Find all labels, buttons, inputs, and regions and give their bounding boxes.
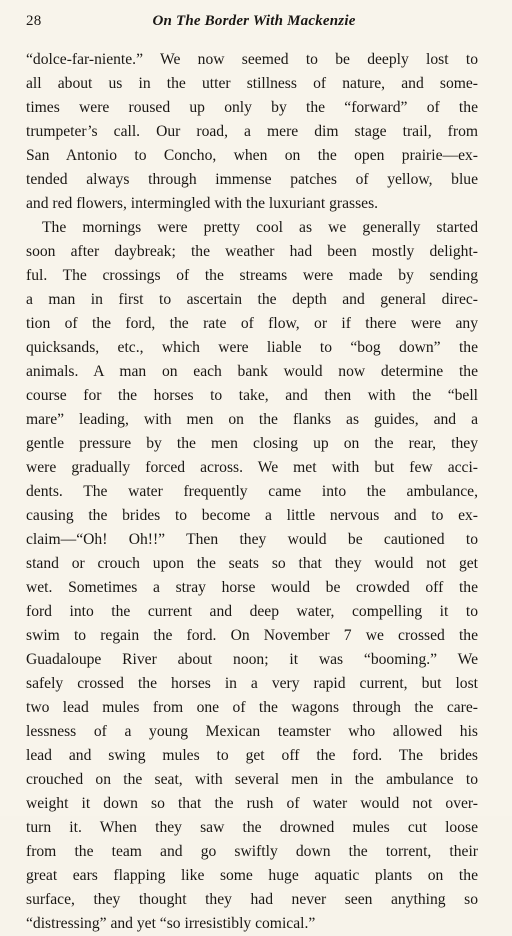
text-line: stand or crouch upon the seats so that they would not get bbox=[26, 555, 478, 572]
text-line: dents. The water frequently came into the ambulance, bbox=[26, 483, 478, 500]
text-line: great ears flapping like some huge aquatic plants on the bbox=[26, 867, 478, 884]
page-number: 28 bbox=[26, 13, 42, 29]
running-title: On The Border With Mackenzie bbox=[152, 13, 356, 29]
text-line: soon after daybreak; the weather had been mostly delight- bbox=[26, 243, 478, 260]
text-line: Guadaloupe River about noon; it was “booming.” We bbox=[26, 651, 478, 668]
text-line: lessness of a young Mexican teamster who allowed his bbox=[26, 723, 478, 740]
text-line: ful. The crossings of the streams were made by sending bbox=[26, 267, 478, 284]
text-line: times were roused up only by the “forward” of the bbox=[26, 99, 478, 116]
body-text bbox=[26, 48, 478, 936]
text-line: claim—“Oh! Oh!!” Then they would be cautioned to bbox=[26, 531, 478, 548]
text-line: crouched on the seat, with several men in the ambulance to bbox=[26, 771, 478, 788]
page-header bbox=[26, 13, 482, 35]
paragraph-first-line: The mornings were pretty cool as we generally started bbox=[42, 219, 478, 236]
text-line: wet. Sometimes a stray horse would be crowded off the bbox=[26, 579, 478, 596]
text-line: San Antonio to Concho, when on the open prairie—ex- bbox=[26, 147, 478, 164]
text-line: safely crossed the horses in a very rapid current, but lost bbox=[26, 675, 478, 692]
text-line: swim to regain the ford. On November 7 we crossed the bbox=[26, 627, 478, 644]
text-line: “distressing” and yet “so irresistibly comical.” bbox=[26, 915, 316, 932]
text-line: trumpeter’s call. Our road, a mere dim stage trail, from bbox=[26, 123, 478, 140]
text-line: “dolce-far-niente.” We now seemed to be deeply lost to bbox=[26, 51, 478, 68]
text-line: weight it down so that the rush of water would not over- bbox=[26, 795, 478, 812]
text-line: surface, they thought they had never seen anything so bbox=[26, 891, 478, 908]
text-line: ford into the current and deep water, compelling it to bbox=[26, 603, 478, 620]
text-line: tended always through immense patches of yellow, blue bbox=[26, 171, 478, 188]
text-line: and red flowers, intermingled with the luxuriant grasses. bbox=[26, 195, 379, 212]
text-line: animals. A man on each bank would now determine the bbox=[26, 363, 478, 380]
text-line: tion of the ford, the rate of flow, or if there were any bbox=[26, 315, 478, 332]
text-line: lead and swing mules to get off the ford. The brides bbox=[26, 747, 478, 764]
text-line: course for the horses to take, and then with the “bell bbox=[26, 387, 478, 404]
text-line: a man in first to ascertain the depth and general direc- bbox=[26, 291, 478, 308]
text-line: causing the brides to become a little nervous and to ex- bbox=[26, 507, 478, 524]
text-line: quicksands, etc., which were liable to “bog down” the bbox=[26, 339, 478, 356]
text-line: were gradually forced across. We met with but few acci- bbox=[26, 459, 478, 476]
text-line: gentle pressure by the men closing up on the rear, they bbox=[26, 435, 478, 452]
text-line: mare” leading, with men on the flanks as guides, and a bbox=[26, 411, 478, 428]
text-line: turn it. When they saw the drowned mules cut loose bbox=[26, 819, 478, 836]
text-line: from the team and go swiftly down the torrent, their bbox=[26, 843, 478, 860]
text-line: all about us in the utter stillness of nature, and some- bbox=[26, 75, 478, 92]
text-line: two lead mules from one of the wagons through the care- bbox=[26, 699, 478, 716]
